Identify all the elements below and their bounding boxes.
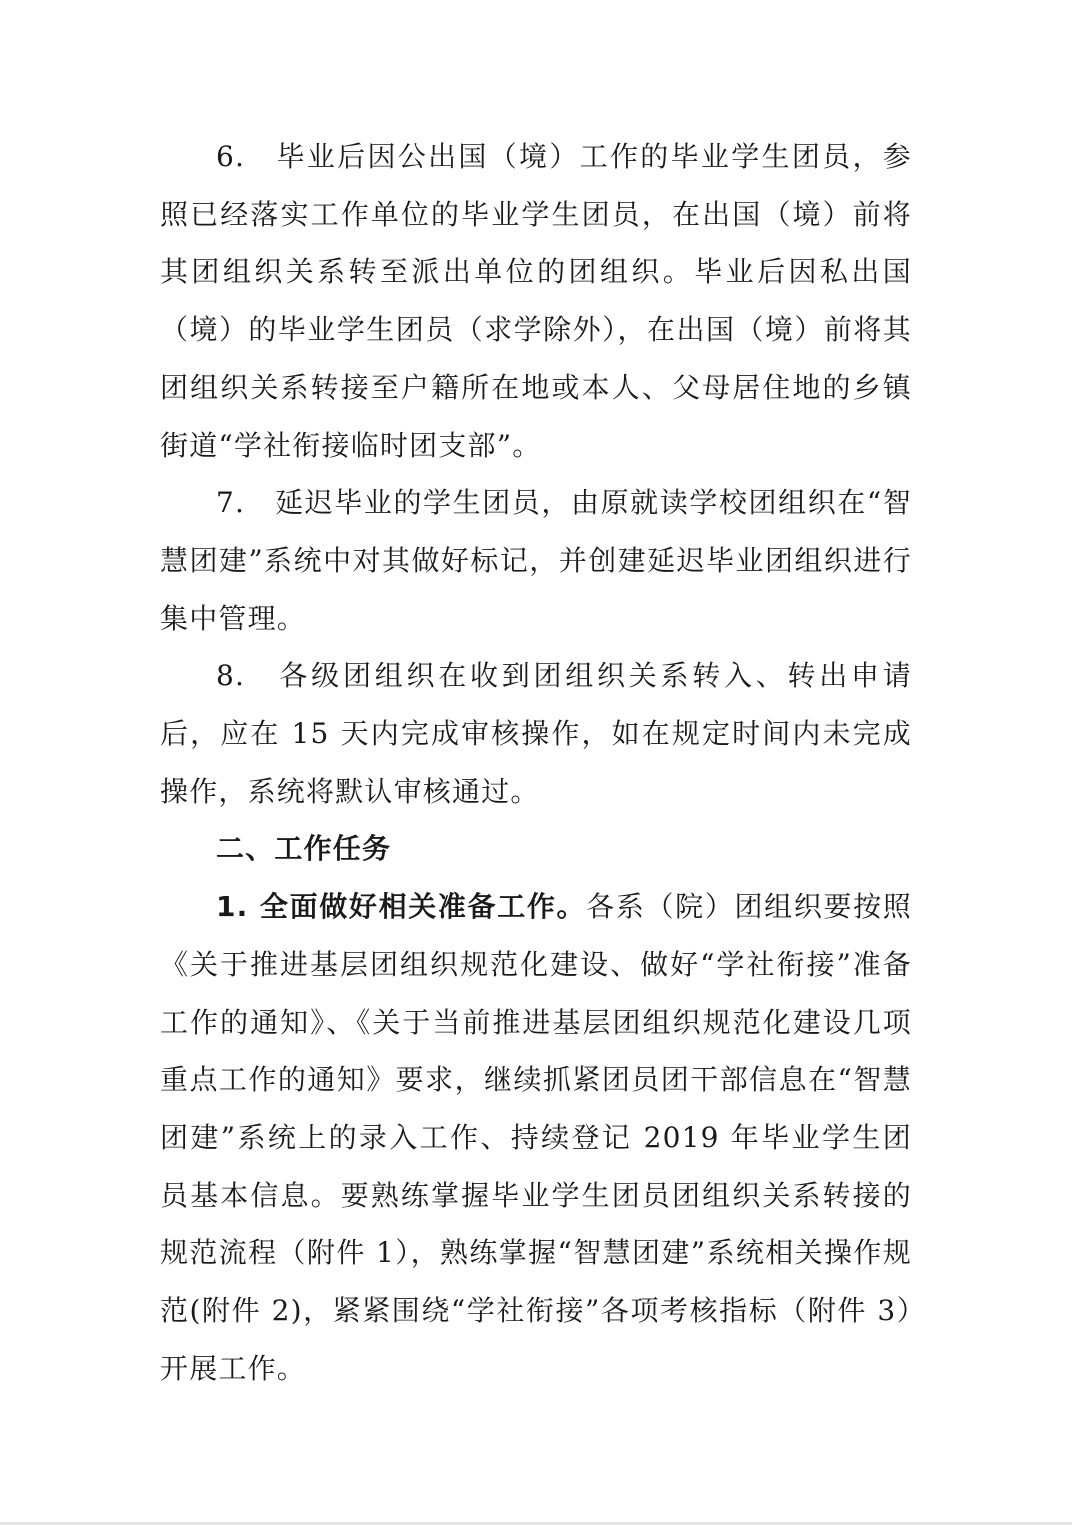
paragraph-task-1 (160, 878, 912, 1397)
paragraph-item-8: 8. 各级团组织在收到团组织关系转入、转出申请后，应在 15 天内完成审核操作，如在规定时间内未完成操作，系统将默认审核通过。 (160, 659, 912, 808)
task-1-body: 各系（院）团组织要按照《关于推进基层团组织规范化建设、做好“学社衔接”准备工作的通知》、《关于当前推进基层团组织规范化建设几项重点工作的通知》要求，继续抓紧团员团干部信息在“智慧团建”系统上的录入工作、持续登记 2019 年毕业学生团员基本信息。要熟练掌握毕业学生团员团组织关系转接的规范流程（附件 1），熟练掌握“智慧团建”系统相关操作规范(附件 2)，紧紧围绕“学社衔接”各项考核指标（附件 3）开展工作。 (160, 890, 913, 1385)
document-body (160, 128, 912, 1397)
paragraph-item-7: 7. 延迟毕业的学生团员，由原就读学校团组织在“智慧团建”系统中对其做好标记，并创建延迟毕业团组织进行集中管理。 (160, 486, 912, 635)
task-1-lead: 1. 全面做好相关准备工作。 (216, 890, 587, 924)
paragraph-item-6: 6. 毕业后因公出国（境）工作的毕业学生团员，参照已经落实工作单位的毕业学生团员，在出国（境）前将其团组织关系转至派出单位的团组织。毕业后因私出国（境）的毕业学生团员（求学除外），在出国（境）前将其团组织关系转接至户籍所在地或本人、父母居住地的乡镇街道“学社衔接临时团支部”。 (160, 140, 912, 462)
section-heading: 二、工作任务 (216, 832, 392, 866)
